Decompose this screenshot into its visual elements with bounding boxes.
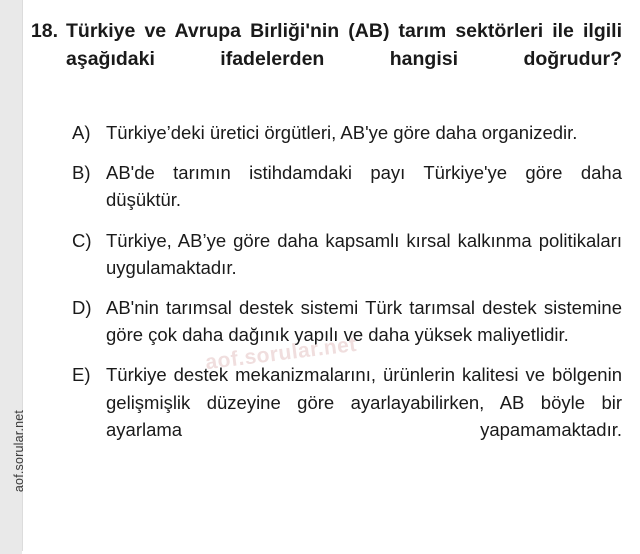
center-watermark-text: aof.sorular.net: [204, 332, 358, 375]
option-e[interactable]: [72, 361, 622, 470]
option-b[interactable]: [72, 159, 622, 213]
option-c-text: Türkiye, AB’ye göre daha kapsamlı kırsal kalkınma politikaları uygulamaktadır.: [106, 229, 622, 278]
option-e-letter: E): [72, 364, 91, 386]
option-c[interactable]: [72, 227, 622, 281]
side-watermark-text: aof.sorular.net: [12, 409, 26, 493]
option-b-text: AB'de tarımın istihdamdaki payı Türkiye'ye göre daha düşüktür.: [106, 162, 622, 211]
question-text: Türkiye ve Avrupa Birliği'nin (AB) tarım sektörleri ile ilgili aşağıdaki ifadelerden hangisi doğrudur?: [66, 20, 622, 70]
option-c-letter: C): [72, 229, 92, 251]
option-e-text: Türkiye destek mekanizmalarını, ürünlerin kalitesi ve bölgenin gelişmişlik düzeyine göre ayarlayabilirken, AB böyle bir ayarlama yapamamaktadır.: [106, 364, 622, 440]
options-list: [30, 119, 622, 470]
option-d[interactable]: [72, 294, 622, 348]
option-b-letter: B): [72, 162, 91, 184]
question-content: [22, 0, 640, 554]
question-block: [30, 18, 622, 101]
option-a-letter: A): [72, 122, 91, 144]
question-number: 18.: [30, 20, 58, 42]
option-d-letter: D): [72, 297, 92, 318]
option-a-text: Türkiye’deki üretici örgütleri, AB'ye göre daha organizedir.: [106, 122, 578, 144]
side-watermark-strip: [0, 0, 26, 554]
option-a[interactable]: [72, 119, 622, 146]
option-d-text: AB'nin tarımsal destek sistemi Türk tarımsal destek sistemine göre çok daha dağınık yapılı ve daha yüksek maliyetlidir.: [106, 297, 622, 346]
